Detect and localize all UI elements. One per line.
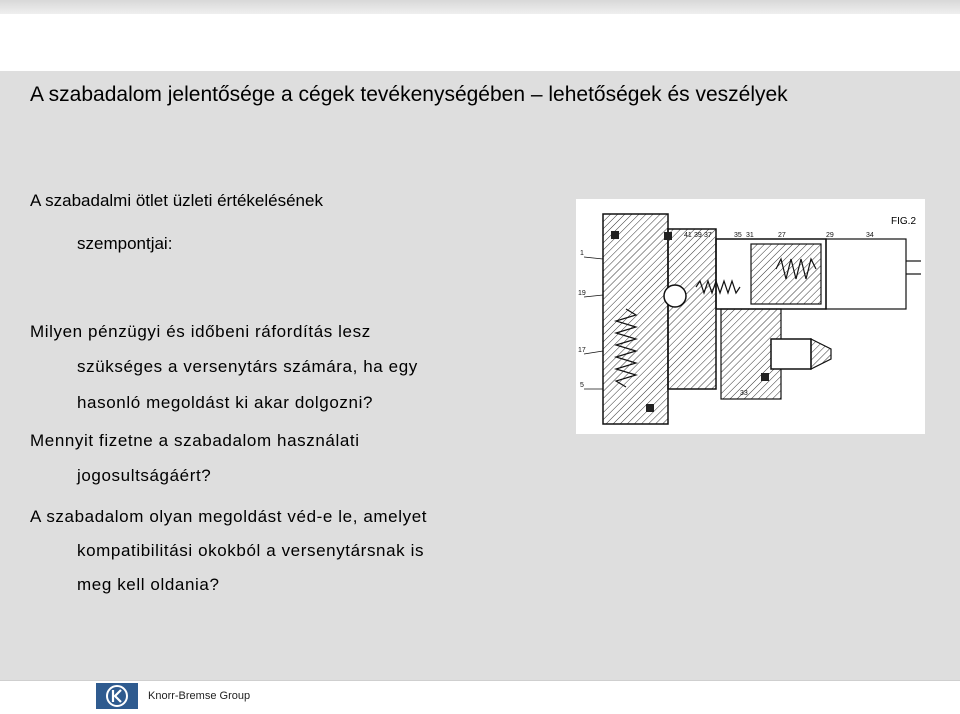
part-number: 39: [694, 232, 702, 239]
knorr-bremse-k-logo-icon: [96, 683, 138, 709]
part-number: 19: [578, 290, 586, 297]
part-number: 17: [578, 347, 586, 354]
part-number: 41: [684, 232, 692, 239]
part-number: 27: [778, 232, 786, 239]
top-band: [0, 0, 960, 14]
question-3-line-1: A szabadalom olyan megoldást véd-e le, amelyet: [30, 507, 428, 526]
question-2-line-1: Mennyit fizetne a szabadalom használati: [30, 431, 360, 450]
part-number: 35: [734, 232, 742, 239]
part-number: 5: [580, 382, 584, 389]
footer: [0, 680, 960, 712]
part-number: 33: [740, 390, 748, 397]
slide-title: A szabadalom jelentősége a cégek tevékenységében – lehetőségek és veszélyek: [30, 83, 788, 106]
subtitle-line-2: szempontjai:: [77, 234, 173, 253]
question-1-line-1: Milyen pénzügyi és időbeni ráfordítás lesz: [30, 322, 371, 341]
subtitle-line-1: A szabadalmi ötlet üzleti értékelésének: [30, 191, 323, 210]
part-number: 31: [746, 232, 754, 239]
brand-name: Knorr-Bremse Group: [148, 690, 251, 702]
patent-drawing: [576, 199, 925, 434]
question-3-line-3: meg kell oldania?: [77, 575, 220, 594]
part-number: 34: [866, 232, 874, 239]
part-number: 37: [704, 232, 712, 239]
figure-label: FIG.2: [891, 216, 917, 227]
question-1-line-3: hasonló megoldást ki akar dolgozni?: [77, 393, 374, 412]
question-3-line-2: kompatibilitási okokból a versenytársnak is: [77, 541, 425, 560]
part-number: 29: [826, 232, 834, 239]
question-2-line-2: jogosultságáért?: [77, 466, 212, 485]
part-number: 1: [580, 250, 584, 257]
question-1-line-2: szükséges a versenytárs számára, ha egy: [77, 357, 418, 376]
